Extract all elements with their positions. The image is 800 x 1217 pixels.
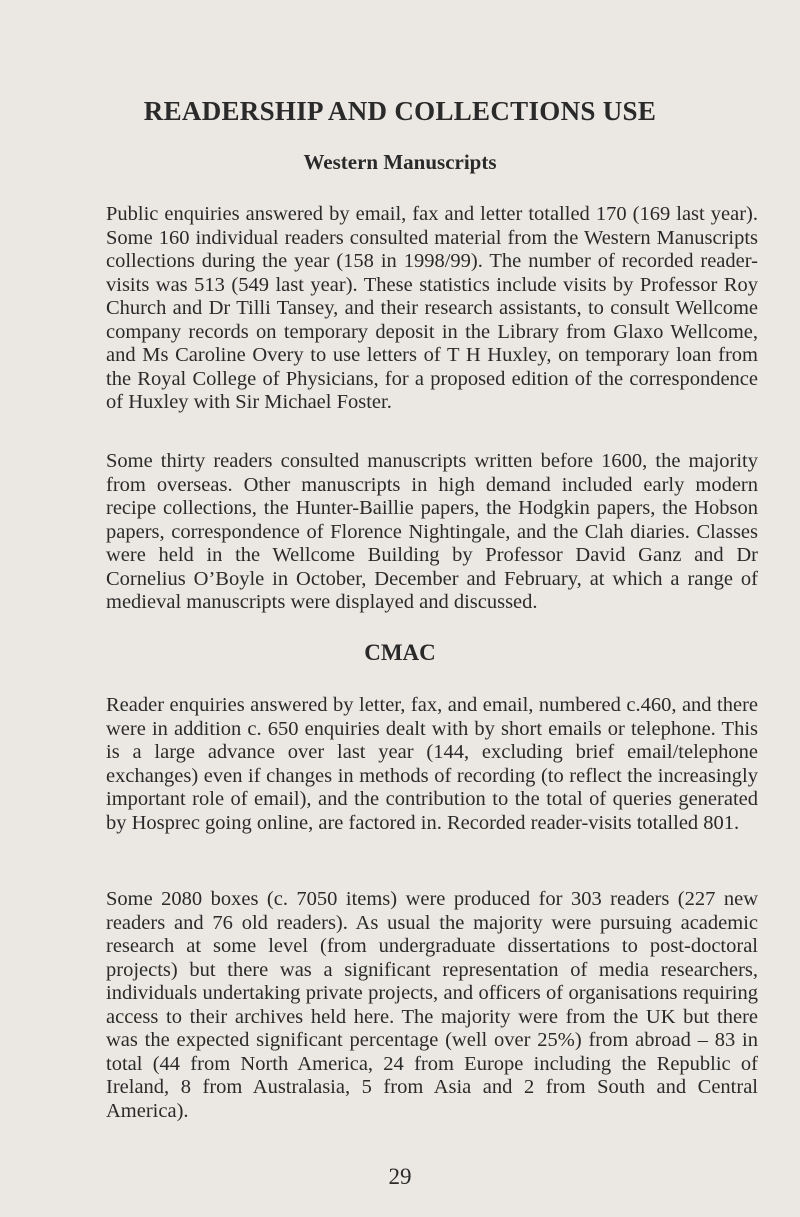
paragraph-western-enquiries: Public enquiries answered by email, fax and letter totalled 170 (169 last year). Some 160 individual readers consulted material from the Western Manuscripts collections during the year (158 in 1998/99). The number of recorded reader-visits was 513 (549 last year). These statistics include visits by Professor Roy Church and Dr Tilli Tansey, and their research assistants, to consult Wellcome company records on temporary deposit in the Library from Glaxo Wellcome, and Ms Caroline Overy to use letters of T H Huxley, on temporary loan from the Royal College of Physicians, for a proposed edition of the correspondence of Huxley with Sir Michael Foster. [106, 203, 758, 413]
page-number: 29 [388, 1164, 412, 1189]
paragraph-western-readers: Some thirty readers consulted manuscripts written before 1600, the majority from overseas. Other manuscripts in high demand included early modern recipe collections, the Hunter-Baillie papers, the Hodgkin papers, the Hobson papers, correspondence of Florence Nightingale, and the Clah diaries. Classes were held in the Wellcome Building by Professor David Ganz and Dr Cornelius O’Boyle in October, December and February, at which a range of medieval manuscripts were displayed and discussed. [106, 450, 758, 613]
paragraph-cmac-enquiries: Reader enquiries answered by letter, fax, and email, numbered c.460, and there were in addition c. 650 enquiries dealt with by short emails or telephone. This is a large advance over last year (144, excluding brief email/telephone exchanges) even if changes in methods of recording (to reflect the increasingly important role of email), and the contribution to the total of queries generated by Hosprec going online, are factored in. Recorded reader-visits totalled 801. [106, 694, 758, 834]
section-heading-western-manuscripts: Western Manuscripts [303, 150, 497, 174]
page-title: READERSHIP AND COLLECTIONS USE [143, 96, 657, 126]
paragraph-cmac-boxes: Some 2080 boxes (c. 7050 items) were produced for 303 readers (227 new readers and 76 old readers). As usual the majority were pursuing academic research at some level (from undergraduate dissertations to post-doctoral projects) but there was a significant representation of media researchers, individuals undertaking private projects, and officers of organisations requiring access to their archives held here. The majority were from the UK but there was the expected significant percentage (well over 25%) from abroad – 83 in total (44 from North America, 24 from Europe including the Republic of Ireland, 8 from Australasia, 5 from Asia and 2 from South and Central America). [106, 888, 758, 1122]
section-heading-cmac: CMAC [364, 640, 436, 665]
